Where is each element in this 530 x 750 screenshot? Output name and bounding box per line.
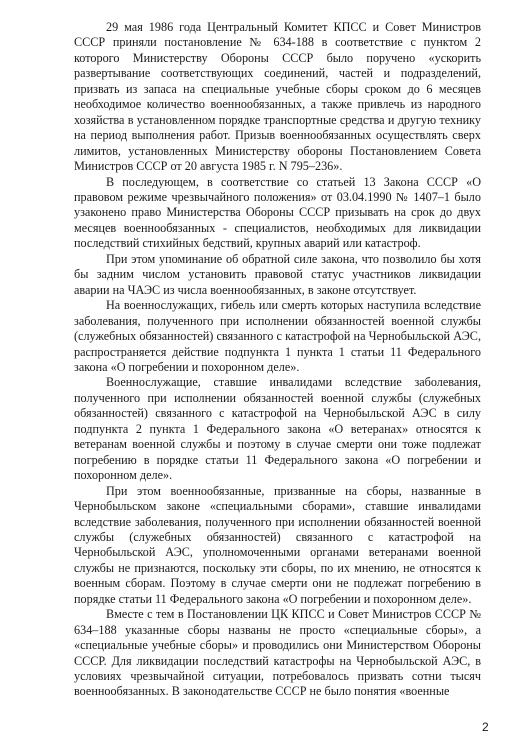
paragraph-7: Вместе с тем в Постановлении ЦК КПСС и Совет Министров СССР № 634–188 указанные сборы названы не просто «специальные сборы», а «специальные учебные сборы» и проводились они Министерством Обороны СССР. Для ликвидации последствий катастрофы на Чернобыльской АЭС, в условиях чрезвычайной ситуации, потребовалось призвать сотни тысяч военнообязанных. В законодательстве СССР не было понятия «военные — [74, 607, 481, 699]
page-number: 2 — [482, 720, 489, 734]
paragraph-1: 29 мая 1986 года Центральный Комитет КПСС и Совет Министров СССР приняли постановление № 634-188 в соответствие с пунктом 2 которого Министерству Обороны СССР было поручено «ускорить развертывание соответствующих соединений, частей и подразделений, призвать из запаса на специальные учебные сборы сроком до 6 месяцев необходимое количество военнообязанных, а также привлечь из народного хозяйства в установленном порядке транспортные средства и другую технику на период выполнения работ. Призыв военнообязанных осуществлять сверх лимитов, установленных Министерству обороны Постановлением Совета Министров СССР от 20 августа 1985 г. N 795–236». — [74, 20, 481, 174]
paragraph-3: При этом упоминание об обратной силе закона, что позволило бы хотя бы задним числом установить правовой статус участников ликвидации аварии на ЧАЭС из числа военнообязанных, в законе отсутствует. — [74, 251, 481, 297]
paragraph-2: В последующем, в соответствие со статьей 13 Закона СССР «О правовом режиме чрезвычайного положения» от 03.04.1990 № 1407–1 было узаконено право Министерства Обороны СССР призывать на срок до двух месяцев военнообязанных - специалистов, необходимых для ликвидации последствий стихийных бедствий, крупных аварий или катастроф. — [74, 174, 481, 251]
body-text — [74, 20, 481, 700]
paragraph-4: На военнослужащих, гибель или смерть которых наступила вследствие заболевания, полученного при исполнении обязанностей военной службы (служебных обязанностей) связанного с катастрофой на Чернобыльской АЭС, распространяется действие подпункта 1 пункта 1 статьи 11 Федерального закона «О погребении и похоронном деле». — [74, 298, 481, 374]
paragraph-6: При этом военнообязанные, призванные на сборы, названные в Чернобыльском законе «специальными сборами», ставшие инвалидами вследствие заболевания, полученного при исполнении обязанностей военной службы (служебных обязанностей) связанного с катастрофой на Чернобыльской АЭС, уполномоченными органами ветеранами военной службы не признаются, поскольку эти сборы, по их мнению, не относятся к военным сборам. Поэтому в случае смерти они не подлежат погребению в порядке статьи 11 Федерального закона «О погребении и похоронном деле». — [74, 483, 481, 606]
paragraph-5: Военнослужащие, ставшие инвалидами вследствие заболевания, полученного при исполнении обязанностей военной службы (служебных обязанностей) связанного с катастрофой на Чернобыльской АЭС в силу подпункта 2 пункта 1 Федерального закона «О ветеранах» относятся к ветеранам военной службы и поэтому в случае смерти они тоже подлежат погребению в порядке статьи 11 Федерального закона «О погребении и похоронном деле». — [74, 375, 481, 483]
